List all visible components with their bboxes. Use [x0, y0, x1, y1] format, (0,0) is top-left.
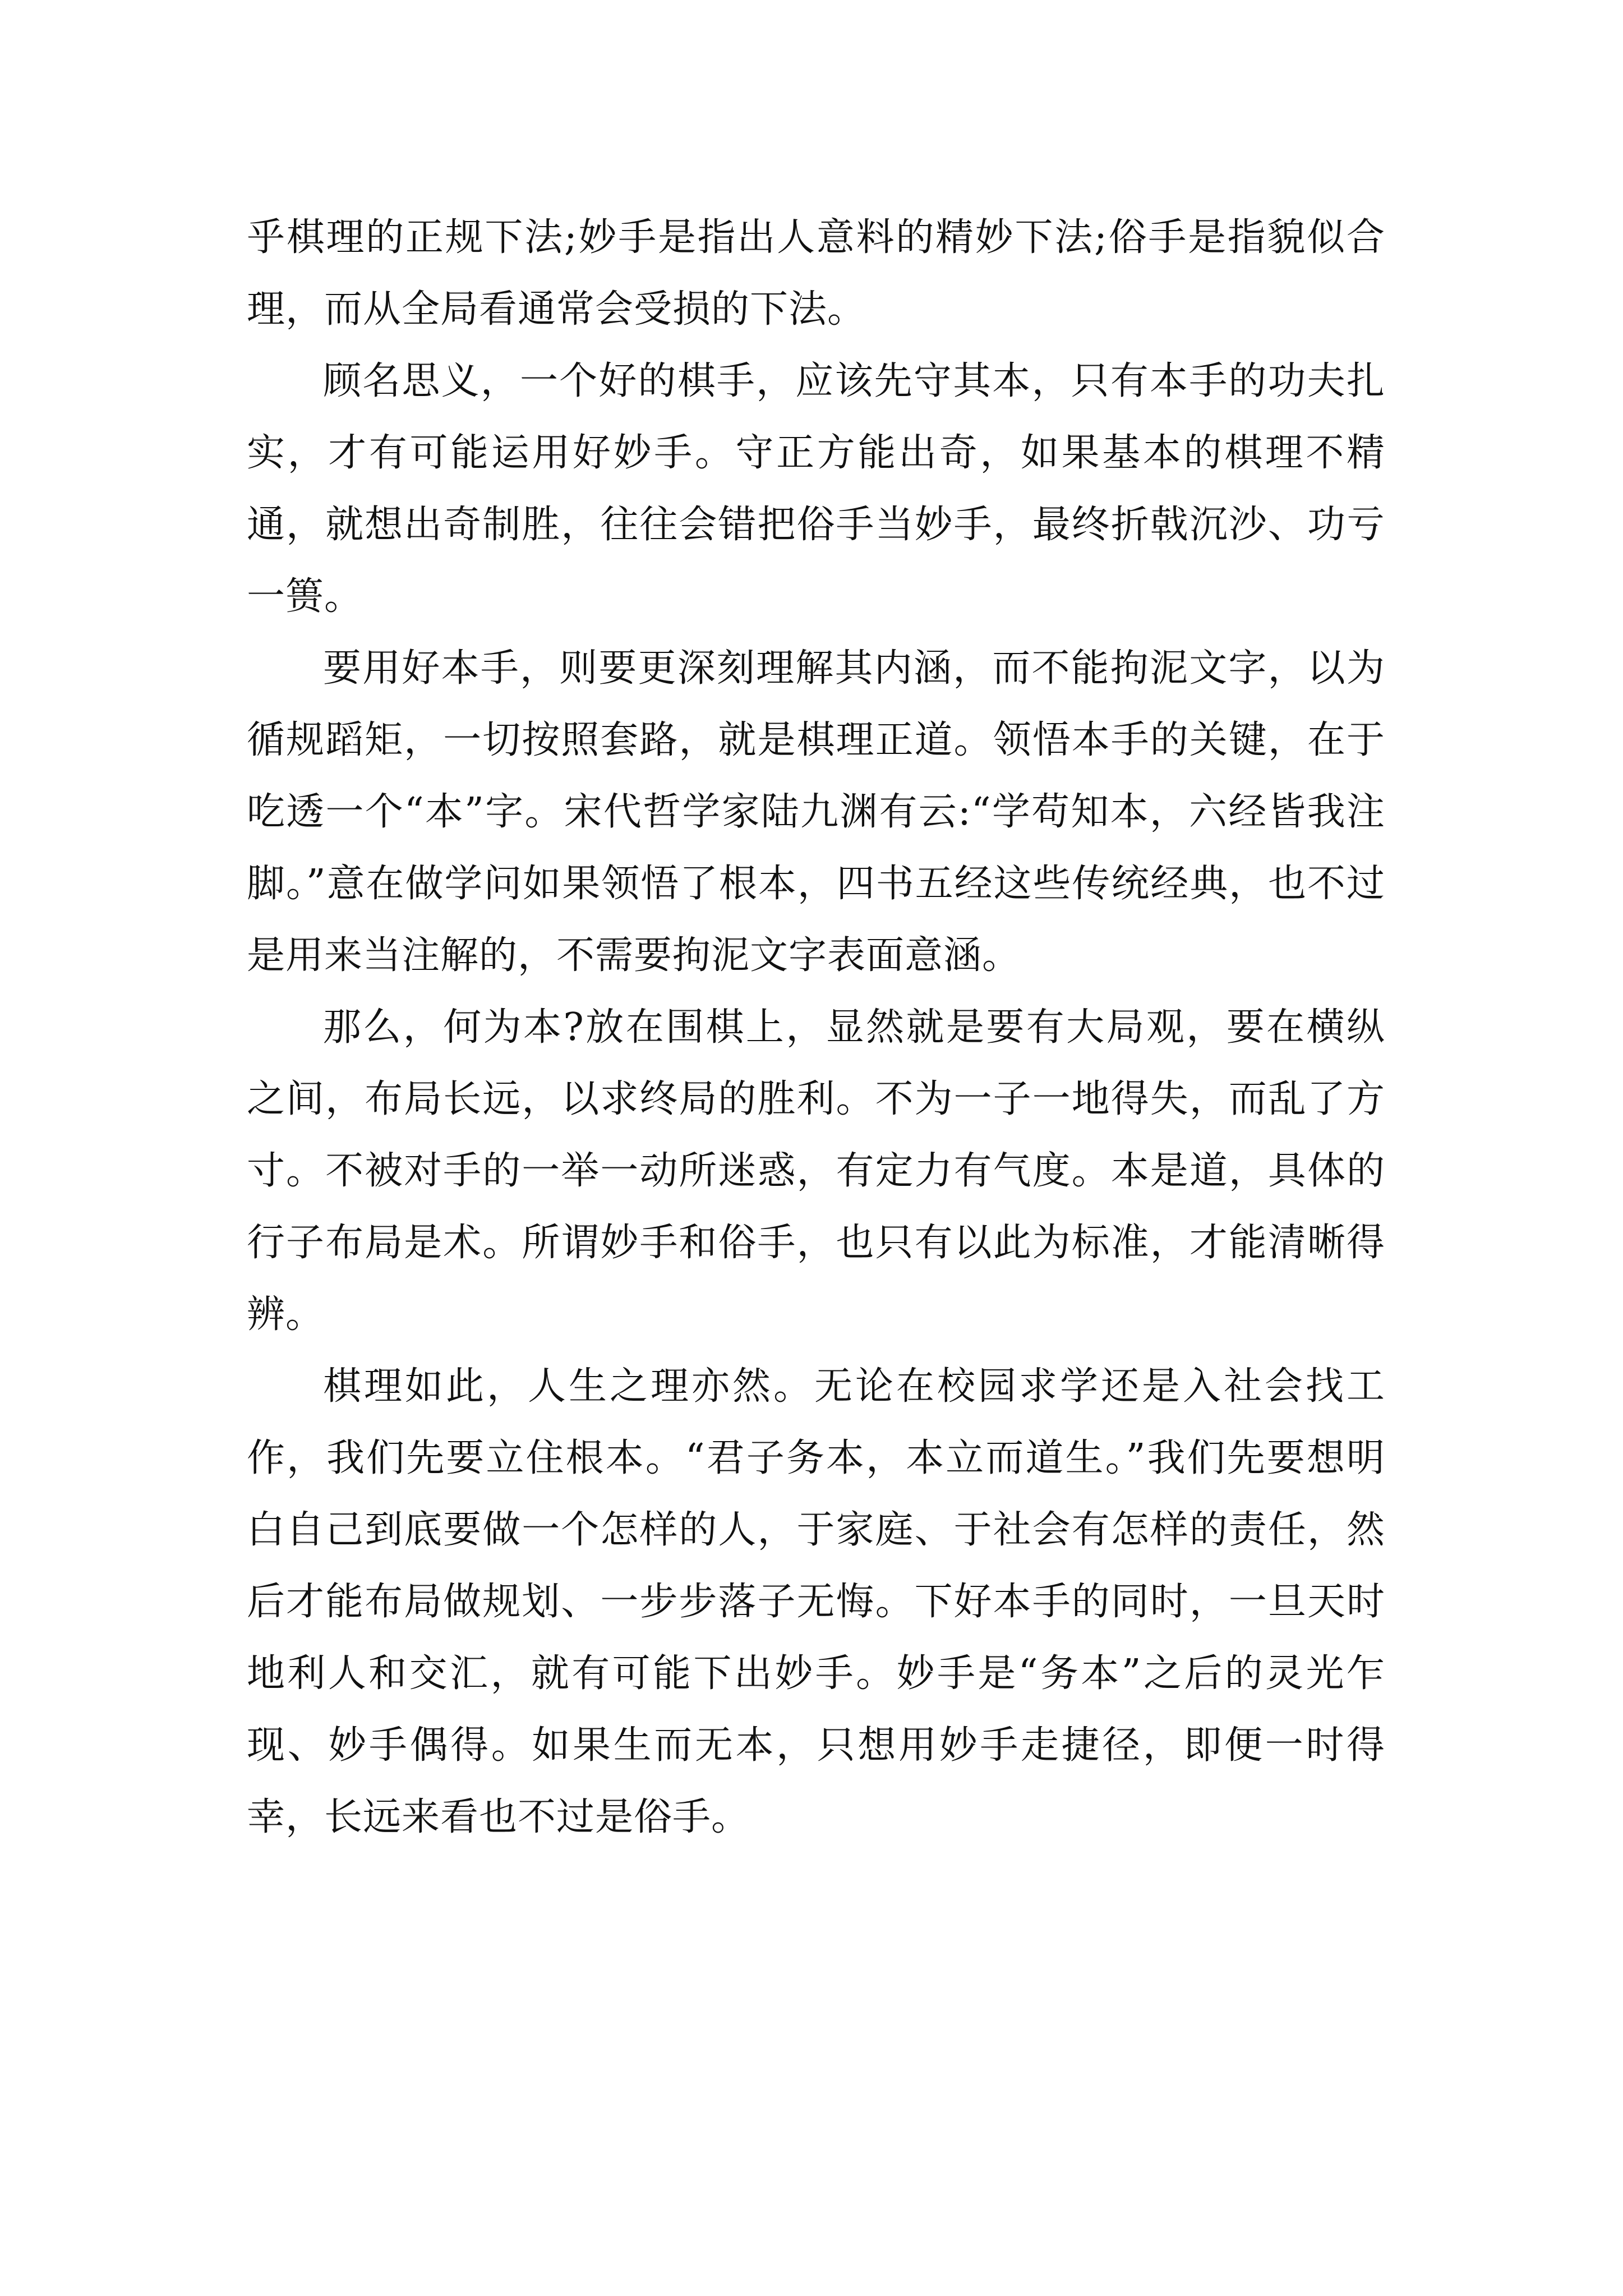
paragraph-3: 要用好本手，则要更深刻理解其内涵，而不能拘泥文字，以为循规蹈矩，一切按照套路，就是棋理正道。领悟本手的关键，在于吃透一个“本”字。宋代哲学家陆九渊有云:“学苟知本，六经皆我注脚。”意在做学问如果领悟了根本，四书五经这些传统经典，也不过是用来当注解的，不需要拘泥文字表面意涵。 [247, 646, 1385, 978]
paragraph-4: 那么，何为本?放在围棋上，显然就是要有大局观，要在横纵之间，布局长远，以求终局的胜利。不为一子一地得失，而乱了方寸。不被对手的一举一动所迷惑，有定力有气度。本是道，具体的行子布局是术。所谓妙手和俗手，也只有以此为标准，才能清晰得辨。 [247, 1005, 1385, 1337]
paragraph-5: 棋理如此，人生之理亦然。无论在校园求学还是入社会找工作，我们先要立住根本。“君子务本，本立而道生。”我们先要想明白自己到底要做一个怎样的人，于家庭、于社会有怎样的责任，然后才能布局做规划、一步步落子无悔。下好本手的同时，一旦天时地利人和交汇，就有可能下出妙手。妙手是“务本”之后的灵光乍现、妙手偶得。如果生而无本，只想用妙手走捷径，即便一时得幸，长远来看也不过是俗手。 [247, 1364, 1385, 1839]
document-page [247, 202, 1385, 1853]
paragraph-1: 乎棋理的正规下法;妙手是指出人意料的精妙下法;俗手是指貌似合理，而从全局看通常会受损的下法。 [247, 215, 1385, 332]
paragraph-2: 顾名思义，一个好的棋手，应该先守其本，只有本手的功夫扎实，才有可能运用好妙手。守正方能出奇，如果基本的棋理不精通，就想出奇制胜，往往会错把俗手当妙手，最终折戟沉沙、功亏一篑。 [247, 359, 1385, 619]
